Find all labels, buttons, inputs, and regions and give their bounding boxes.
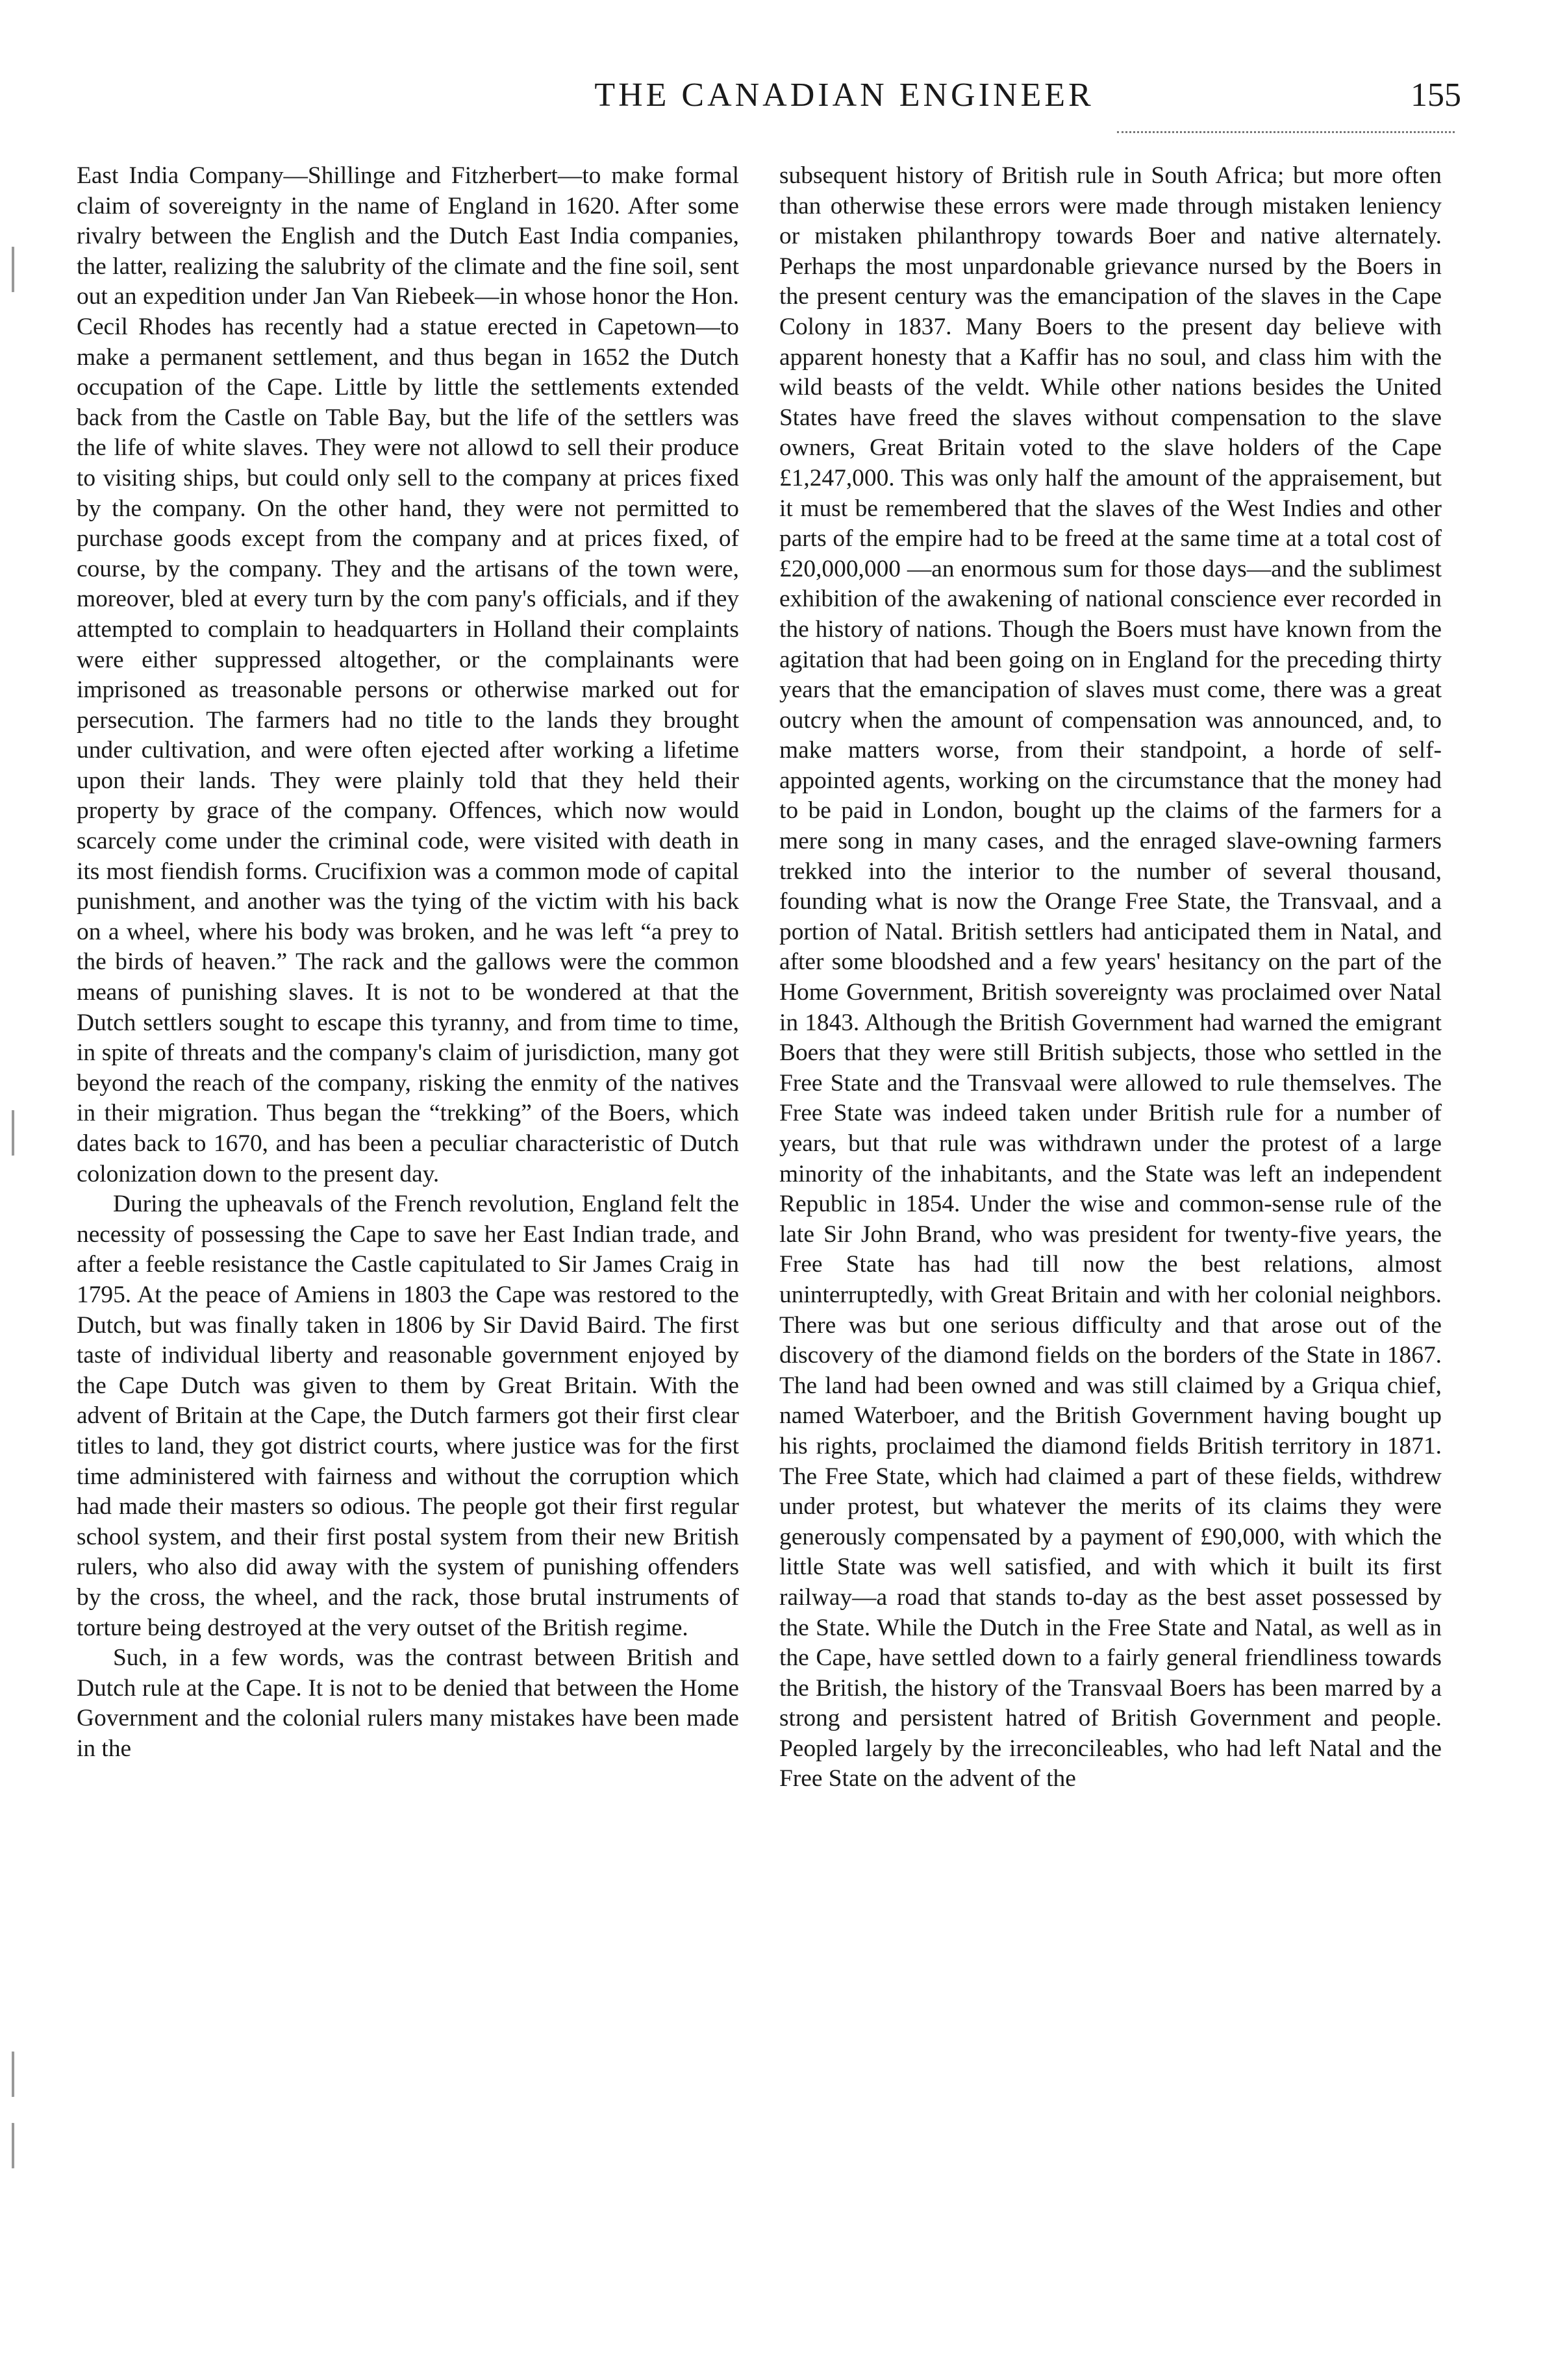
right-column <box>779 161 1442 1794</box>
header-rule <box>1117 131 1455 133</box>
margin-scratch-mark <box>12 2123 34 2168</box>
binding-margin <box>12 247 64 2324</box>
margin-scratch-mark <box>12 2052 34 2097</box>
body-paragraph: subsequent history of British rule in South Africa; but more often than otherwise these errors were made through mistaken leniency or mistaken philanthropy towards Boer and native alternately. Perhaps the most unpardonable grievance nursed by the Boers in the present century was the emancipation of the slaves in the Cape Colony in 1837. Many Boers to the present day believe with apparent honesty that a Kaffir has no soul, and class him with the wild beasts of the veldt. While other nations besides the United States have freed the slaves without compensation to the slave owners, Great Britain voted to the slave holders of the Cape £1,247,000. This was only half the amount of the appraisement, but it must be remembered that the slaves of the West Indies and other parts of the empire had to be freed at the same time at a total cost of £20,000,000 —an enormous sum for those days—and the sublimest exhibition of the awakening of national conscience ever recorded in the history of nations. Though the Boers must have known from the agitation that had been going on in England for the preceding thirty years that the emancipation of slaves must come, there was a great outcry when the amount of compensation was announced, and, to make matters worse, from their standpoint, a horde of self-appointed agents, working on the circumstance that the money had to be paid in London, bought up the claims of the farmers for a mere song in many cases, and the enraged slave-owning farmers trekked into the interior to the number of several thousand, founding what is now the Orange Free State, the Transvaal, and a portion of Natal. British settlers had anticipated them in Natal, and after some bloodshed and a few years' hesitancy on the part of the Home Government, British sovereignty was proclaimed over Natal in 1843. Although the British Government had warned the emigrant Boers that they were still British subjects, those who settled in the Free State and the Transvaal were allowed to rule themselves. The Free State was indeed taken under British rule for a number of years, but that rule was withdrawn under the protest of a large minority of the inhabitants, and the State was left an independent Republic in 1854. Under the wise and common-sense rule of the late Sir John Brand, who was president for twenty-five years, the Free State has had till now the best relations, almost uninterruptedly, with Great Britain and with her colonial neighbors. There was but one serious difficulty and that arose out of the discovery of the diamond fields on the borders of the State in 1867. The land had been owned and was still claimed by a Griqua chief, named Waterboer, and the British Government having bought up his rights, proclaimed the diamond fields British territory in 1871. The Free State, which had claimed a part of these fields, withdrew under protest, but whatever the merits of its claims they were generously compensated by a payment of £90,000, with which the little State was well satisfied, and with which it built its first railway—a road that stands to-day as the best asset possessed by the State. While the Dutch in the Free State and Natal, as well as in the Cape, have settled down to a fairly general friendliness towards the British, the history of the Transvaal Boers has been marred by a strong and persistent hatred of British Government and people. Peopled largely by the irreconcileables, who had left Natal and the Free State on the advent of the <box>779 162 1442 1792</box>
margin-scratch-mark <box>12 1110 34 1156</box>
running-title: THE CANADIAN ENGINEER <box>594 77 1094 114</box>
body-paragraph: During the upheavals of the French revolution, England felt the necessity of possessing the Cape to save her East Indian trade, and after a feeble resistance the Castle capitulated to Sir James Craig in 1795. At the peace of Amiens in 1803 the Cape was restored to the Dutch, but was finally taken in 1806 by Sir David Baird. The first taste of individual liberty and reasonable government enjoyed by the Cape Dutch was given to them by Great Britain. With the advent of Britain at the Cape, the Dutch farmers got their first clear titles to land, they got district courts, where justice was for the first time administered with fairness and without the corruption which had made their masters so odious. The people got their first regular school system, and their first postal system from their new British rulers, who also did away with the system of punishing offenders by the cross, the wheel, and the rack, those brutal instruments of torture being destroyed at the very outset of the British regime. <box>77 1191 739 1641</box>
body-paragraph: East India Company—Shillinge and Fitzherbert—to make formal claim of sovereignty in the name of England in 1620. After some rivalry between the English and the Dutch East India companies, the latter, realizing the salubrity of the climate and the fine soil, sent out an expedition under Jan Van Riebeek—in whose honor the Hon. Cecil Rhodes has recently had a statue erected in Capetown—to make a permanent settlement, and thus began in 1652 the Dutch occupation of the Cape. Little by little the settlements extended back from the Castle on Table Bay, but the life of the settlers was the life of white slaves. They were not allowd to sell their produce to visiting ships, but could only sell to the company at prices fixed by the company. On the other hand, they were not permitted to purchase goods except from the company and at prices fixed, of course, by the company. They and the artisans of the town were, moreover, bled at every turn by the com pany's officials, and if they attempted to complain to headquarters in Holland their complaints were either suppressed altogether, or the complainants were imprisoned as treasonable persons or otherwise marked out for persecution. The farmers had no title to the lands they brought under cultivation, and were often ejected after working a lifetime upon their lands. They were plainly told that they held their property by grace of the company. Offences, which now would scarcely come under the criminal code, were visited with death in its most fiendish forms. Crucifixion was a common mode of capital punishment, and another was the tying of the victim with his back on a wheel, where his body was broken, and he was left “a prey to the birds of heaven.” The rack and the gallows were the common means of punishing slaves. It is not to be wondered at that the Dutch settlers sought to escape this tyranny, and from time to time, in spite of threats and the company's claim of jurisdiction, many got beyond the reach of the company, risking the enmity of the natives in their migration. Thus began the “trekking” of the Boers, which dates back to 1670, and has been a peculiar characteristic of Dutch colonization down to the present day. <box>77 162 739 1187</box>
left-column <box>77 161 739 1764</box>
body-paragraph: Such, in a few words, was the contrast between British and Dutch rule at the Cape. It is not to be denied that between the Home Government and the colonial rulers many mistakes have been made in the <box>77 1644 739 1762</box>
margin-scratch-mark <box>12 247 34 292</box>
page-number: 155 <box>1411 77 1461 114</box>
page-header <box>78 73 1474 125</box>
